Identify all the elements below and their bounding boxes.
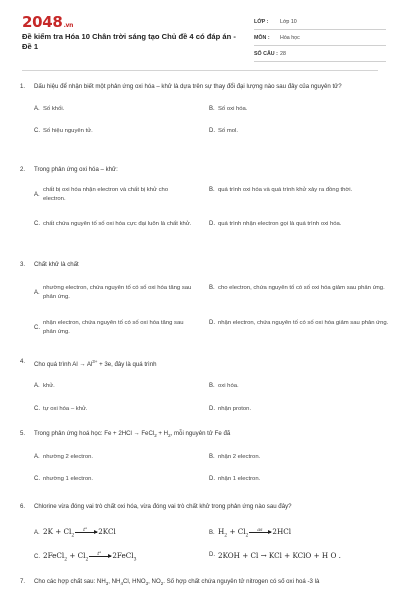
question-7 xyxy=(20,577,380,588)
option-b[interactable]: B. nhận 2 electron. xyxy=(209,454,261,461)
question-text: Chlorine vừa đóng vai trò chất oxi hóa, vừa đóng vai trò chất khử trong phản ứng nào sau đây? xyxy=(34,503,292,510)
question-text: Cho quá trình $Al \to Al^{3+} + 3e$, đây là quá trình xyxy=(34,359,157,369)
meta-row-subject xyxy=(254,30,386,46)
question-number: 3. xyxy=(20,261,26,268)
question-1 xyxy=(20,82,380,147)
meta-value: Hóa học xyxy=(280,34,300,41)
option-c[interactable]: C. chất chứa nguyên tố số oxi hóa cực đại luôn là chất khử. xyxy=(34,221,192,227)
option-d[interactable]: D. nhận proton. xyxy=(209,406,252,413)
document-header xyxy=(0,0,400,66)
reaction-arrow: t° xyxy=(89,556,111,557)
option-b[interactable]: B. quá trình oxi hóa và quá trình khử xảy ra đồng thời. xyxy=(209,187,353,193)
meta-value: 28 xyxy=(280,50,286,57)
question-number: 6. xyxy=(20,503,26,510)
option-b[interactable]: B. Số oxi hóa. xyxy=(209,106,248,112)
question-number: 1. xyxy=(20,83,26,90)
option-c[interactable]: C. Số hiệu nguyên tử. xyxy=(34,128,93,134)
option-d[interactable]: D. Số mol. xyxy=(209,128,238,134)
question-6 xyxy=(20,502,380,569)
question-4 xyxy=(20,357,380,421)
reaction-arrow: t° xyxy=(75,532,97,533)
document-meta xyxy=(254,14,386,62)
header-divider xyxy=(22,70,378,71)
option-d[interactable]: D. nhận electron, chứa nguyên tố có số oxi hóa giảm sau phản ứng. xyxy=(209,320,389,326)
meta-label: SỐ CÂU : xyxy=(254,50,278,57)
option-a[interactable]: A. $2K + Cl_2$ t° 2KCl xyxy=(34,527,116,539)
document-title: Đề kiểm tra Hóa 10 Chân trời sáng tạo Chủ đề 4 có đáp án - Đề 1 xyxy=(22,32,236,51)
meta-label: LỚP : xyxy=(254,18,269,25)
option-a[interactable]: A. chất bị oxi hóa nhận electron và chất bị khử cho electron. xyxy=(34,187,169,202)
question-text: Cho các hợp chất sau: $NH_3$, $NH_4Cl$, $HNO_3$, $NO_2$. Số hợp chất chứa nguyên tử nitrogen có số oxi hoá -3 là xyxy=(34,578,320,587)
option-a[interactable]: A. Số khối. xyxy=(34,106,65,112)
option-d[interactable]: D. nhận 1 electron. xyxy=(209,476,261,483)
option-c[interactable]: C. nhường 1 electron. xyxy=(34,476,94,483)
meta-label: MÔN : xyxy=(254,34,270,41)
option-a[interactable]: A. khử. xyxy=(34,383,55,390)
question-3 xyxy=(20,260,389,349)
option-d[interactable]: D. quá trình nhận electron gọi là quá trình oxi hóa. xyxy=(209,221,342,227)
meta-row-question-count xyxy=(254,46,386,62)
meta-value: Lớp 10 xyxy=(280,18,297,25)
option-a[interactable]: A. nhường electron, chứa nguyên tố có số oxi hóa tăng sau phản ứng. xyxy=(34,285,192,300)
question-number: 2. xyxy=(20,166,26,173)
question-number: 7. xyxy=(20,578,26,585)
question-number: 5. xyxy=(20,430,26,437)
option-b[interactable]: B. $H_2 + Cl_2$ as 2HCl xyxy=(209,527,292,539)
site-logo[interactable]: 2048.vn xyxy=(22,13,74,31)
question-2 xyxy=(20,165,380,254)
question-number: 4. xyxy=(20,358,26,365)
option-c[interactable]: C. nhận electron, chứa nguyên tố có số oxi hóa tăng sau phản ứng. xyxy=(34,320,184,335)
question-text: Trong phản ứng oxi hóa – khử: xyxy=(34,166,118,173)
question-5 xyxy=(20,429,380,490)
option-d[interactable]: D. 2KOH + Cl → KCl + KClO + H O . xyxy=(209,551,341,560)
option-c[interactable]: C. tự oxi hóa – khử. xyxy=(34,406,88,413)
meta-row-class xyxy=(254,14,386,30)
question-text: Dấu hiệu để nhận biết một phản ứng oxi hóa – khử là dựa trên sự thay đổi đại lượng nào sau đây của nguyên tử? xyxy=(34,83,342,90)
option-c[interactable]: C. 2FeCl$_2$ + $Cl_2$ t° 2FeCl$_3$ xyxy=(34,551,137,563)
question-text: Chất khử là chất xyxy=(34,261,79,268)
reaction-arrow: as xyxy=(249,532,271,533)
option-b[interactable]: B. cho electron, chứa nguyên tố có số oxi hóa giảm sau phản ứng. xyxy=(209,285,385,291)
option-b[interactable]: B. oxi hóa. xyxy=(209,383,239,390)
option-a[interactable]: A. nhường 2 electron. xyxy=(34,454,94,461)
question-text: Trong phản ứng hoá học: Fe + 2HCl → FeCl$_2$ + $H_2$, mỗi nguyên tử Fe đã xyxy=(34,430,231,439)
